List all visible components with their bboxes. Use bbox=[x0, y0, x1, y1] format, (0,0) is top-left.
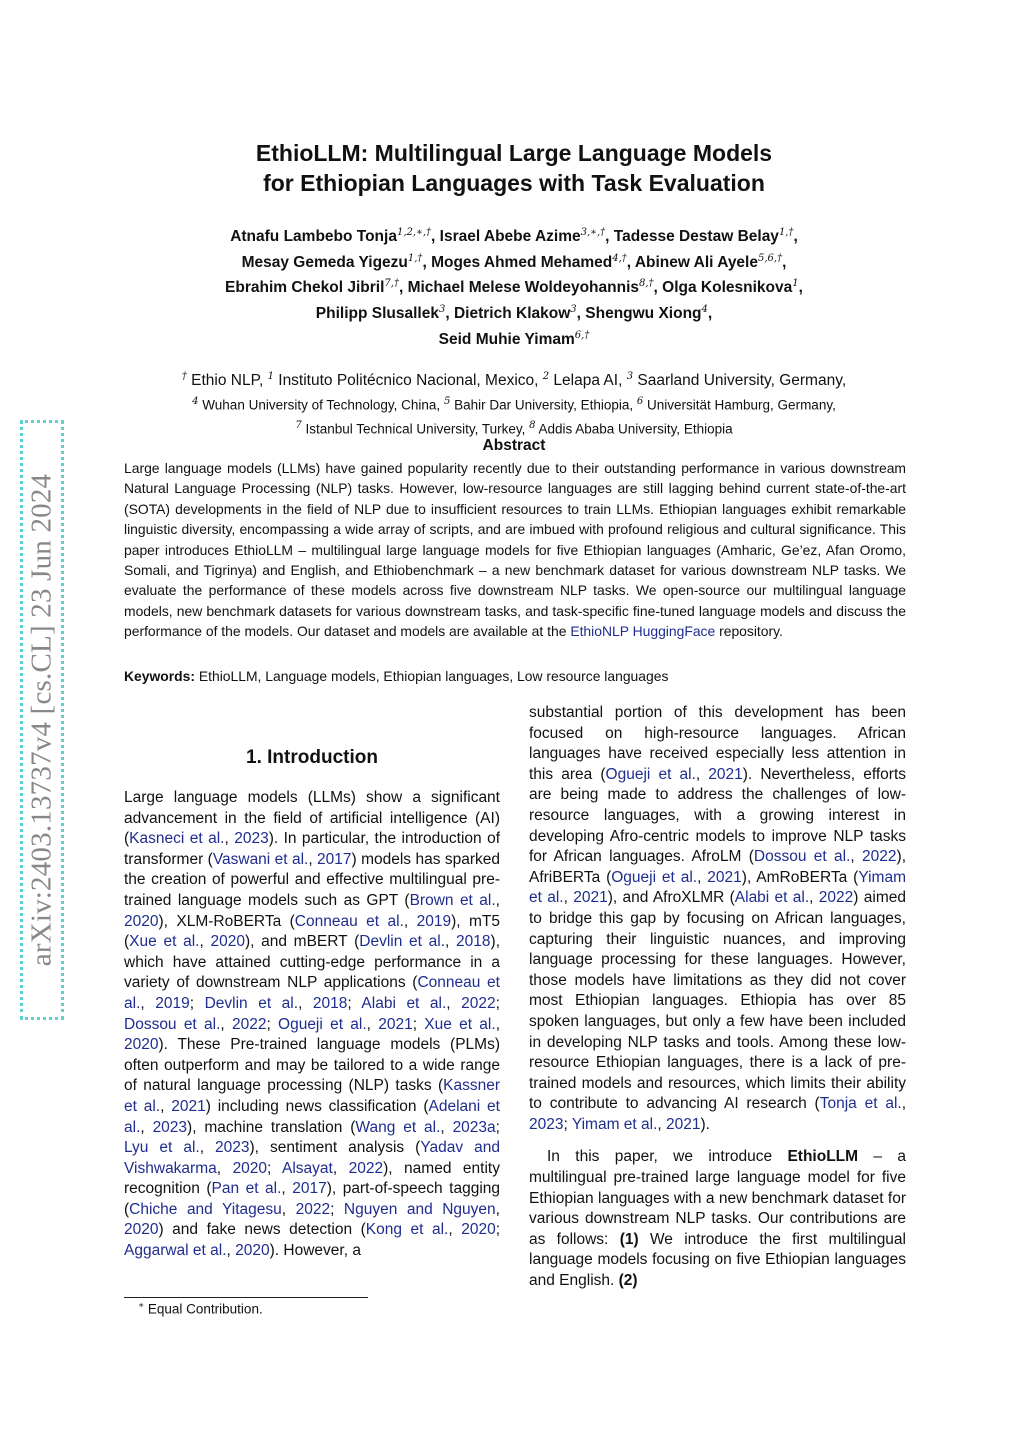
citation-link[interactable]: 2023 bbox=[215, 1139, 250, 1157]
body-text: ; bbox=[189, 994, 205, 1012]
body-text: , bbox=[199, 1139, 216, 1157]
author-affiliation-mark: 4,† bbox=[612, 252, 627, 264]
citation-link[interactable]: Xue et al. bbox=[129, 933, 200, 951]
body-text: , bbox=[809, 889, 819, 907]
affiliation-name: Lelapa AI, bbox=[549, 372, 627, 390]
body-text: ). In particular, the introduction of transformer ( bbox=[124, 830, 500, 868]
affiliation-name: Bahir Dar University, Ethiopia, bbox=[450, 397, 637, 413]
body-text: , bbox=[657, 1115, 667, 1133]
body-text: ). However, a bbox=[269, 1242, 361, 1260]
body-text: , bbox=[850, 848, 863, 866]
citation-link[interactable]: Aggarwal et al. bbox=[124, 1242, 227, 1260]
citation-link[interactable]: 2021 bbox=[708, 765, 743, 783]
body-text: , bbox=[281, 1200, 296, 1218]
body-text: , bbox=[140, 1118, 153, 1136]
citation-link[interactable]: Adelani et al. bbox=[124, 1097, 500, 1136]
author-name: Shengwu Xiong bbox=[585, 305, 702, 323]
footnote-mark: ∗ bbox=[138, 1301, 145, 1311]
author-affiliation-mark: 1,† bbox=[407, 252, 423, 264]
body-text: , bbox=[226, 1242, 236, 1260]
body-text: ), AfriBERTa ( bbox=[529, 848, 906, 886]
citation-link[interactable]: 2023a bbox=[452, 1118, 496, 1136]
body-text: ), AmRoBERTa ( bbox=[741, 868, 859, 886]
author-name: Abinew Ali Ayele bbox=[634, 253, 758, 271]
body-text: ; bbox=[330, 1200, 344, 1218]
body-text: , bbox=[695, 765, 709, 783]
affiliation-mark: 6 bbox=[636, 396, 644, 408]
citation-link[interactable]: 2019 bbox=[155, 994, 190, 1012]
body-text: ), and mBERT ( bbox=[244, 933, 360, 951]
body-text: ), which have attained cutting-edge performance in a variety of downstream NLP applications ( bbox=[124, 933, 500, 992]
affiliation-mark: 4 bbox=[192, 396, 199, 408]
citation-link[interactable]: Xue et al. bbox=[424, 1015, 496, 1033]
citation-link[interactable]: Pan et al. bbox=[211, 1180, 282, 1198]
affiliation-name: Wuhan University of Technology, China, bbox=[198, 397, 444, 413]
citation-link[interactable]: 2020 bbox=[232, 1159, 268, 1177]
author-name: Israel Abebe Azime bbox=[439, 228, 581, 246]
citation-link[interactable]: 2021 bbox=[707, 868, 742, 886]
citation-link[interactable]: 2022 bbox=[348, 1159, 384, 1177]
affiliation-mark: 7 bbox=[295, 419, 302, 431]
author-affiliation-mark: 7,† bbox=[384, 278, 399, 290]
body-text: , bbox=[495, 1015, 500, 1033]
title-line-1: EthioLLM: Multilingual Large Language Models bbox=[255, 140, 773, 166]
body-text: , bbox=[563, 889, 574, 907]
citation-link[interactable]: 2022 bbox=[231, 1015, 267, 1033]
author-name: Moges Ahmed Mehamed bbox=[431, 253, 613, 271]
body-text: , bbox=[332, 1159, 349, 1177]
citation-link[interactable]: Dossou et al. bbox=[753, 848, 851, 866]
body-text: , bbox=[403, 912, 417, 930]
author-name: Tadesse Destaw Belay bbox=[613, 228, 779, 246]
body-text: , bbox=[281, 1180, 293, 1198]
author-list: Atnafu Lambebo Tonja$^{1,2,∗,\dagger}$, Israel Abebe Azime$^{3,∗,\dagger}$, Tadesse Destaw Belay$^{1,\dagger}$, Mesay Gemeda Yigezu$^{1,\dagger}$, Moges Ahmed Mehamed$^{4,\dagger}$, Abinew Ali Ayele$^{5,6,\dagger}$, Ebrahim Chekol Jibril$^{7,\dagger}$, Michael Melese Woldeyohannis$^{8,\dagger}$, Olga Kolesnikova$^1$, Philipp Slusallek$^3$, Dietrich Klakow$^3$, Shengwu Xiong$^4$, Seid Muhie Yimam$^{6,\dagger}$ bbox=[225, 227, 803, 348]
author-affiliation-mark: 6,† bbox=[574, 329, 590, 341]
body-text: ; bbox=[347, 994, 362, 1012]
intro-paragraph-3 bbox=[529, 1147, 906, 1291]
abstract-heading: Abstract bbox=[482, 437, 546, 454]
body-text: , bbox=[448, 1221, 462, 1239]
citation-link[interactable]: Tonja et al. bbox=[819, 1095, 902, 1113]
citation-link[interactable]: 2020 bbox=[461, 1221, 496, 1239]
body-text: , bbox=[224, 830, 235, 848]
citation-link[interactable]: 2021 bbox=[666, 1115, 701, 1133]
citation-link[interactable]: 2020 bbox=[124, 1221, 159, 1239]
affiliation-mark: † bbox=[181, 371, 187, 382]
body-text: ). Nevertheless, efforts are being made to address the challenges of low-resource languages, with a growing interest in developing Afro-centric models to improve NLP tasks for African languages. AfroLM ( bbox=[529, 765, 907, 866]
body-text: , bbox=[697, 868, 708, 886]
body-text: ; bbox=[563, 1115, 572, 1133]
affiliation-mark: 2 bbox=[542, 371, 550, 382]
body-text: ), mT5 ( bbox=[124, 912, 500, 951]
citation-link[interactable]: Wang et al. bbox=[355, 1118, 441, 1136]
author-affiliation-mark: 8,† bbox=[639, 278, 654, 290]
body-text: ) and fake news detection ( bbox=[158, 1221, 366, 1239]
bold-text: EthioLLM bbox=[787, 1148, 859, 1166]
body-text: substantial portion of this development has been focused on high-resource languages. African languages have received especially less attention in this area ( bbox=[529, 704, 906, 783]
body-text: ; bbox=[495, 1118, 500, 1136]
citation-link[interactable]: 2022 bbox=[461, 994, 496, 1012]
author-affiliation-mark: 3,∗,† bbox=[580, 227, 606, 238]
author-affiliation-mark: 5,6,† bbox=[757, 252, 783, 264]
citation-link[interactable]: 2018 bbox=[312, 994, 348, 1012]
citation-link[interactable]: 2021 bbox=[378, 1015, 413, 1033]
affiliation-mark: 3 bbox=[626, 371, 634, 382]
intro-left-column bbox=[124, 788, 500, 1262]
keywords-label: Keywords: bbox=[124, 668, 196, 684]
author-name: Philipp Slusallek bbox=[315, 305, 439, 323]
citation-link[interactable]: 2020 bbox=[124, 1036, 159, 1054]
citation-link[interactable]: 2021 bbox=[573, 889, 608, 907]
affiliation-mark: 1 bbox=[267, 371, 274, 382]
abstract-text bbox=[124, 458, 906, 642]
keywords-text: EthioLLM, Language models, Ethiopian languages, Low resource languages bbox=[195, 668, 669, 684]
citation-link[interactable]: 2020 bbox=[210, 933, 245, 951]
citation-link[interactable]: Conneau et al. bbox=[294, 912, 404, 930]
affiliation-line-1 bbox=[124, 366, 904, 392]
body-text: ) including news classification ( bbox=[205, 1097, 429, 1115]
citation-link[interactable]: Conneau et al. bbox=[124, 974, 500, 1012]
body-text: – a multilingual pre-trained large language model for five Ethiopian languages with a new benchmark dataset for various downstream NLP tasks. Our contributions are as follows: bbox=[529, 1148, 906, 1248]
affiliation-name: Instituto Politécnico Nacional, Mexico, bbox=[273, 372, 543, 390]
footnote-text: Equal Contribution. bbox=[144, 1301, 263, 1317]
citation-link[interactable]: 2017 bbox=[317, 850, 352, 868]
body-text: , bbox=[298, 994, 313, 1012]
author-name: Olga Kolesnikova bbox=[662, 279, 793, 297]
author-affiliation-mark: 1,2,∗,† bbox=[396, 227, 432, 238]
body-text: , bbox=[220, 1015, 232, 1033]
citation-link[interactable]: 2017 bbox=[292, 1180, 327, 1198]
body-text: We introduce the first multilingual language models focusing on five Ethiopian languages and English. bbox=[529, 1230, 906, 1290]
citation-link[interactable]: Yadav and Vishwakarma bbox=[124, 1139, 501, 1177]
body-text: ) aimed to bridge this gap by focusing on African languages, capturing their linguistic nuances, and improving language processing for these languages. However, those models have limitations as they did not cover most Ethiopian languages. Ethiopia has over 85 spoken languages, but only a few have been included in developing NLP tasks and tools. Among these low-resource Ethiopian languages, there is a lack of pre-trained models and resources, which limits their ability to contribute to advancing AI research ( bbox=[529, 889, 906, 1113]
affiliation-name: Ethio NLP, bbox=[186, 372, 268, 390]
arxiv-stamp bbox=[20, 420, 64, 1020]
author-affiliation-mark: 1,† bbox=[778, 227, 794, 238]
citation-link[interactable]: 2021 bbox=[171, 1097, 206, 1115]
bold-text: (1) bbox=[619, 1230, 639, 1248]
citation-link[interactable]: Vaswani et al. bbox=[212, 850, 309, 868]
citation-link[interactable]: Ogueji et al. bbox=[278, 1015, 367, 1033]
abstract-end-text: repository. bbox=[715, 623, 783, 640]
affiliation-name: Saarland University, Germany, bbox=[633, 372, 847, 390]
keywords bbox=[124, 666, 906, 686]
citation-link[interactable]: Devlin et al. bbox=[204, 994, 299, 1012]
body-text: ), and AfroXLMR ( bbox=[607, 889, 735, 907]
affiliation-name: Istanbul Technical University, Turkey, bbox=[301, 421, 530, 437]
citation-link[interactable]: Ogueji et al. bbox=[611, 868, 698, 886]
citation-link[interactable]: Alabi et al. bbox=[361, 994, 447, 1012]
citation-link[interactable]: Kong et al. bbox=[365, 1221, 449, 1239]
footnote-divider bbox=[124, 1297, 368, 1298]
affiliation-name: Universität Hamburg, Germany, bbox=[643, 397, 836, 413]
huggingface-link[interactable]: EthioNLP HuggingFace bbox=[570, 623, 716, 640]
section-heading-introduction: 1. Introduction bbox=[246, 747, 378, 768]
citation-link[interactable]: Alsayat bbox=[281, 1159, 333, 1177]
citation-link[interactable]: 2023 bbox=[152, 1118, 188, 1136]
affiliations bbox=[124, 366, 904, 439]
bold-text: (2) bbox=[618, 1272, 638, 1290]
body-text: , bbox=[495, 891, 500, 909]
citation-link[interactable]: Dossou et al. bbox=[124, 1015, 221, 1033]
author-name: Michael Melese Woldeyohannis bbox=[407, 279, 639, 297]
citation-link[interactable]: Yimam et al. bbox=[529, 868, 906, 907]
body-text: , bbox=[445, 933, 457, 951]
body-text: , bbox=[495, 1200, 500, 1218]
body-text: , bbox=[199, 933, 211, 951]
body-text: , bbox=[140, 994, 156, 1012]
body-text: ), sentiment analysis ( bbox=[249, 1139, 421, 1157]
body-text: ). bbox=[700, 1115, 710, 1133]
affiliation-mark: 8 bbox=[529, 419, 536, 431]
body-text: ), part-of-speech tagging ( bbox=[124, 1180, 500, 1218]
body-text: ; bbox=[495, 994, 500, 1012]
body-text: In this paper, we introduce bbox=[547, 1148, 788, 1166]
body-text: ; bbox=[267, 1159, 282, 1177]
affiliation-line-3 bbox=[124, 416, 904, 440]
body-text: ), machine translation ( bbox=[187, 1118, 356, 1136]
title-line-2: for Ethiopian Languages with Task Evaluation bbox=[263, 170, 765, 196]
citation-link[interactable]: Kassner et al. bbox=[124, 1077, 500, 1115]
footnote bbox=[138, 1301, 263, 1317]
citation-link[interactable]: 2022 bbox=[818, 889, 854, 907]
body-text: , bbox=[366, 1015, 379, 1033]
body-text: ), named entity recognition ( bbox=[124, 1159, 500, 1198]
body-text: ; bbox=[412, 1015, 425, 1033]
citation-link[interactable]: 2023 bbox=[529, 1115, 564, 1133]
affiliation-name: Addis Ababa University, Ethiopia bbox=[535, 421, 733, 437]
arxiv-id: arXiv:2403.13737v4 [cs.CL] 23 Jun 2024 bbox=[25, 473, 58, 967]
body-text: , bbox=[308, 850, 318, 868]
citation-link[interactable]: 2019 bbox=[416, 912, 452, 930]
citation-link[interactable]: Chiche and Yitagesu bbox=[129, 1200, 282, 1218]
body-text: , bbox=[216, 1159, 233, 1177]
citation-link[interactable]: 2023 bbox=[234, 830, 269, 848]
citation-link[interactable]: Kasneci et al. bbox=[129, 830, 225, 848]
author-affiliation-mark: 1 bbox=[792, 278, 799, 290]
affiliation-line-2 bbox=[124, 392, 904, 416]
author-name: Atnafu Lambebo Tonja bbox=[230, 228, 397, 246]
author-name: Seid Muhie Yimam bbox=[438, 330, 575, 348]
citation-link[interactable]: Alabi et al. bbox=[734, 889, 810, 907]
body-text: Large language models (LLMs) show a significant advancement in the field of artificial intelligence (AI) ( bbox=[124, 789, 500, 848]
citation-link[interactable]: 2018 bbox=[456, 933, 491, 951]
body-text: ; bbox=[495, 1221, 500, 1239]
citation-link[interactable]: Brown et al. bbox=[409, 891, 496, 909]
paper-title bbox=[124, 138, 904, 198]
citation-link[interactable]: Nguyen and Nguyen bbox=[343, 1200, 496, 1218]
body-text: , bbox=[901, 1095, 907, 1113]
author-name: Dietrich Klakow bbox=[453, 305, 571, 323]
author-name: Ebrahim Chekol Jibril bbox=[225, 279, 385, 297]
body-text: , bbox=[440, 1118, 453, 1136]
intro-paragraph-2 bbox=[529, 703, 906, 1135]
intro-right-column bbox=[529, 703, 906, 1292]
author-name: Mesay Gemeda Yigezu bbox=[241, 253, 408, 271]
citation-link[interactable]: Devlin et al. bbox=[359, 933, 446, 951]
body-text: ; bbox=[266, 1015, 279, 1033]
citation-link[interactable]: 2022 bbox=[295, 1200, 331, 1218]
citation-link[interactable]: Lyu et al. bbox=[124, 1139, 200, 1157]
author-affiliation-mark: 3 bbox=[570, 303, 577, 315]
body-text: , bbox=[160, 1097, 172, 1115]
body-text: ), XLM-RoBERTa ( bbox=[158, 912, 295, 930]
body-text: , bbox=[446, 994, 462, 1012]
citation-link[interactable]: Yimam et al. bbox=[571, 1115, 658, 1133]
citation-link[interactable]: 2020 bbox=[235, 1242, 270, 1260]
affiliation-mark: 5 bbox=[443, 396, 451, 408]
abstract-body-text: Large language models (LLMs) have gained popularity recently due to their outstanding performance in various downstream Natural Language Processing (NLP) tasks. However, low-resource languages are still lagging behind current state-of-the-art (SOTA) developments in the field of NLP due to insufficient resources to train LLMs. Ethiopian languages exhibit remarkable linguistic diversity, encompassing a wide array of scripts, and are imbued with profound religious and cultural significance. This paper introduces EthioLLM – multilingual large language models for five Ethiopian languages (Amharic, Ge’ez, Afan Oromo, Somali, and Tigrinya) and English, and Ethiobenchmark – a new benchmark dataset for various downstream NLP tasks. We evaluate the performance of these models across five downstream NLP tasks. We open-source our multilingual language models, new benchmark datasets for various downstream tasks, and task-specific fine-tuned language models and discuss the performance of the models. Our dataset and models are available at the bbox=[124, 460, 906, 640]
author-affiliation-mark: 3 bbox=[438, 303, 446, 315]
author-affiliation-mark: 4 bbox=[701, 303, 708, 315]
citation-link[interactable]: 2022 bbox=[862, 848, 897, 866]
citation-link[interactable]: Ogueji et al. bbox=[605, 765, 696, 783]
citation-link[interactable]: 2020 bbox=[124, 912, 159, 930]
body-text: ) models has sparked the creation of powerful and effective multilingual pre-trained language models such as GPT ( bbox=[124, 850, 500, 909]
intro-paragraph-1 bbox=[124, 788, 500, 1262]
body-text: ). These Pre-trained language models (PLMs) often outperform and may be tailored to a wide range of natural language processing (NLP) tasks ( bbox=[124, 1036, 500, 1095]
